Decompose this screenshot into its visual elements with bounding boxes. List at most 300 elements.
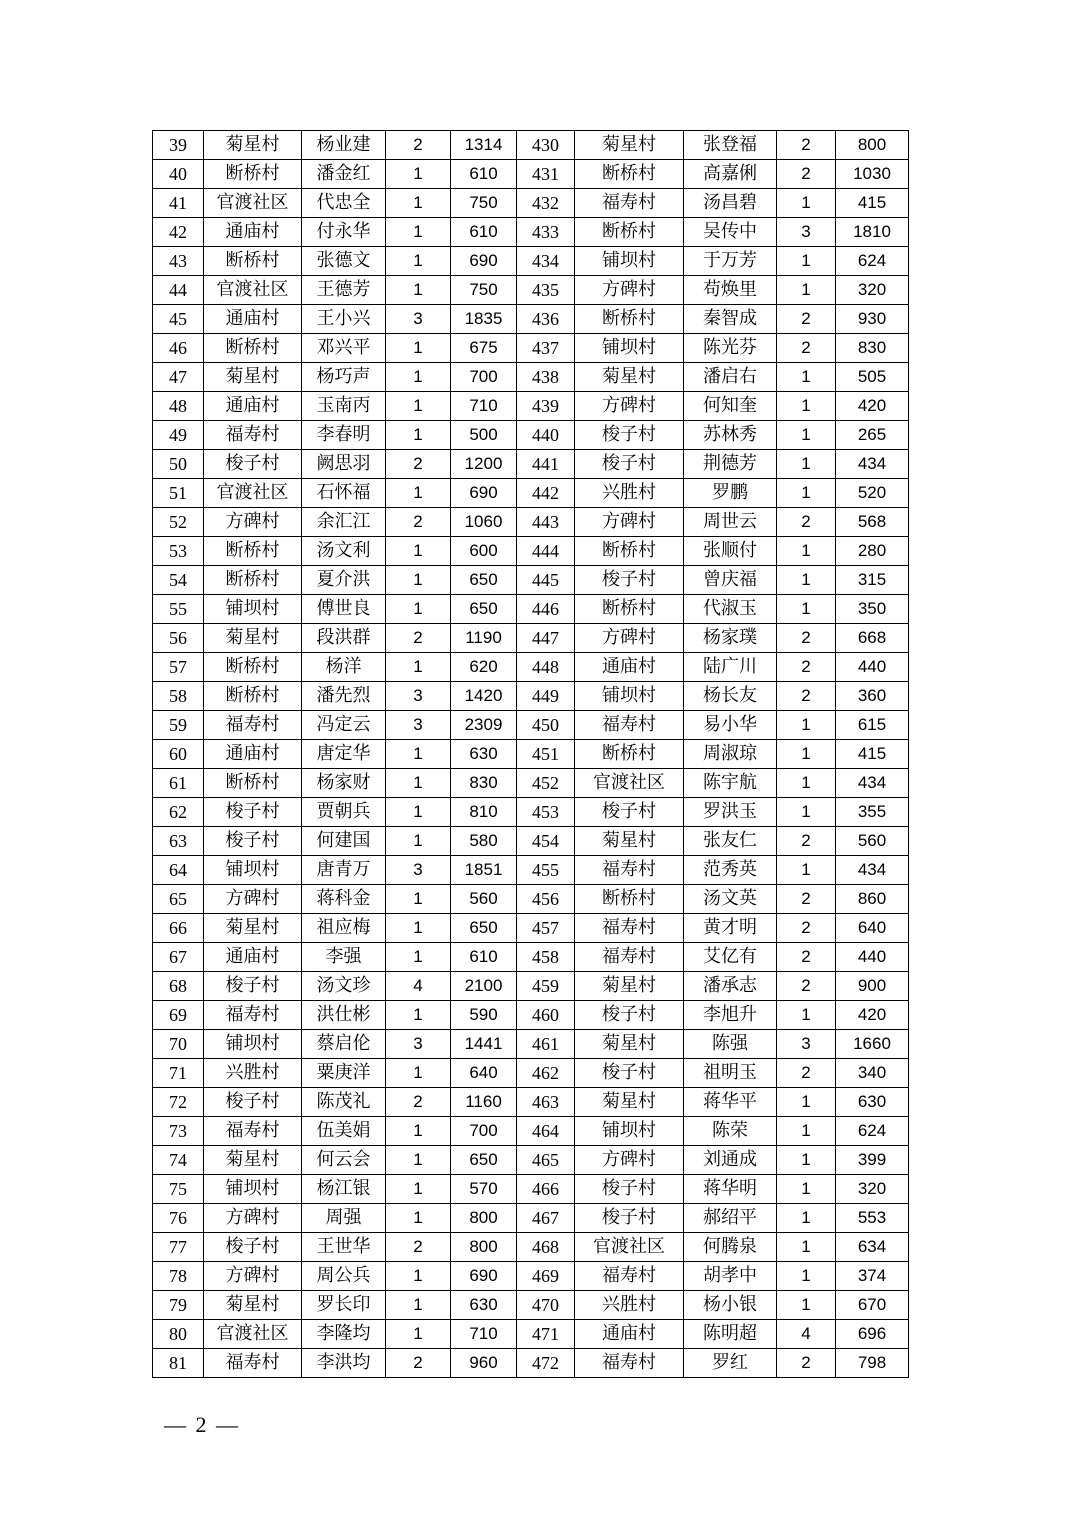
left-household-size-cell: 1	[386, 276, 451, 305]
right-household-size-cell: 1	[777, 566, 836, 595]
right-household-size-cell: 2	[777, 914, 836, 943]
right-amount-cell: 860	[836, 885, 909, 914]
left-household-size-cell: 1	[386, 740, 451, 769]
table-row	[153, 450, 909, 479]
left-name-cell: 罗长印	[302, 1291, 386, 1320]
left-amount-cell: 1160	[451, 1088, 517, 1117]
right-serial-number-cell: 464	[517, 1117, 575, 1146]
left-name-cell: 粟庚洋	[302, 1059, 386, 1088]
left-amount-cell: 650	[451, 1146, 517, 1175]
right-name-cell: 于万芳	[684, 247, 777, 276]
left-name-cell: 蔡启伦	[302, 1030, 386, 1059]
left-serial-number-cell: 46	[153, 334, 204, 363]
right-village-cell: 断桥村	[575, 160, 684, 189]
right-amount-cell: 668	[836, 624, 909, 653]
table-row	[153, 682, 909, 711]
right-serial-number-cell: 437	[517, 334, 575, 363]
right-serial-number-cell: 459	[517, 972, 575, 1001]
right-name-cell: 何腾泉	[684, 1233, 777, 1262]
right-amount-cell: 900	[836, 972, 909, 1001]
left-name-cell: 张德文	[302, 247, 386, 276]
table-row	[153, 1117, 909, 1146]
left-name-cell: 杨家财	[302, 769, 386, 798]
right-serial-number-cell: 469	[517, 1262, 575, 1291]
right-amount-cell: 350	[836, 595, 909, 624]
left-amount-cell: 650	[451, 566, 517, 595]
right-serial-number-cell: 438	[517, 363, 575, 392]
right-name-cell: 李旭升	[684, 1001, 777, 1030]
left-household-size-cell: 1	[386, 363, 451, 392]
right-village-cell: 福寿村	[575, 711, 684, 740]
right-village-cell: 方碑村	[575, 1146, 684, 1175]
left-name-cell: 邓兴平	[302, 334, 386, 363]
right-village-cell: 梭子村	[575, 1001, 684, 1030]
left-serial-number-cell: 62	[153, 798, 204, 827]
right-serial-number-cell: 432	[517, 189, 575, 218]
right-amount-cell: 830	[836, 334, 909, 363]
right-village-cell: 福寿村	[575, 189, 684, 218]
right-name-cell: 荆德芳	[684, 450, 777, 479]
left-village-cell: 梭子村	[204, 1088, 302, 1117]
left-village-cell: 断桥村	[204, 334, 302, 363]
right-name-cell: 郝绍平	[684, 1204, 777, 1233]
left-village-cell: 方碑村	[204, 508, 302, 537]
left-amount-cell: 830	[451, 769, 517, 798]
right-household-size-cell: 4	[777, 1320, 836, 1349]
right-serial-number-cell: 468	[517, 1233, 575, 1262]
left-serial-number-cell: 41	[153, 189, 204, 218]
left-name-cell: 杨江银	[302, 1175, 386, 1204]
left-serial-number-cell: 40	[153, 160, 204, 189]
table-row	[153, 276, 909, 305]
right-amount-cell: 624	[836, 247, 909, 276]
right-village-cell: 断桥村	[575, 885, 684, 914]
table-row	[153, 160, 909, 189]
left-village-cell: 梭子村	[204, 450, 302, 479]
left-village-cell: 官渡社区	[204, 189, 302, 218]
right-village-cell: 梭子村	[575, 421, 684, 450]
left-name-cell: 玉南丙	[302, 392, 386, 421]
right-serial-number-cell: 434	[517, 247, 575, 276]
left-amount-cell: 700	[451, 363, 517, 392]
right-household-size-cell: 3	[777, 1030, 836, 1059]
right-village-cell: 断桥村	[575, 740, 684, 769]
right-serial-number-cell: 449	[517, 682, 575, 711]
left-amount-cell: 690	[451, 247, 517, 276]
left-amount-cell: 675	[451, 334, 517, 363]
left-name-cell: 阙思羽	[302, 450, 386, 479]
right-household-size-cell: 2	[777, 682, 836, 711]
table-row	[153, 131, 909, 160]
right-name-cell: 曾庆福	[684, 566, 777, 595]
left-household-size-cell: 1	[386, 537, 451, 566]
right-household-size-cell: 2	[777, 827, 836, 856]
left-name-cell: 潘先烈	[302, 682, 386, 711]
left-household-size-cell: 1	[386, 247, 451, 276]
left-name-cell: 王德芳	[302, 276, 386, 305]
right-name-cell: 陈光芬	[684, 334, 777, 363]
left-household-size-cell: 1	[386, 566, 451, 595]
left-name-cell: 周公兵	[302, 1262, 386, 1291]
left-household-size-cell: 3	[386, 305, 451, 334]
left-serial-number-cell: 78	[153, 1262, 204, 1291]
right-village-cell: 铺坝村	[575, 334, 684, 363]
table-row	[153, 769, 909, 798]
left-household-size-cell: 1	[386, 943, 451, 972]
right-name-cell: 苏林秀	[684, 421, 777, 450]
left-village-cell: 福寿村	[204, 421, 302, 450]
right-amount-cell: 399	[836, 1146, 909, 1175]
table-body	[153, 131, 909, 1378]
left-serial-number-cell: 81	[153, 1349, 204, 1378]
right-name-cell: 刘通成	[684, 1146, 777, 1175]
left-serial-number-cell: 76	[153, 1204, 204, 1233]
right-village-cell: 方碑村	[575, 276, 684, 305]
left-serial-number-cell: 66	[153, 914, 204, 943]
right-village-cell: 断桥村	[575, 218, 684, 247]
table-row	[153, 1088, 909, 1117]
table-row	[153, 1320, 909, 1349]
left-village-cell: 方碑村	[204, 885, 302, 914]
left-amount-cell: 600	[451, 537, 517, 566]
left-name-cell: 付永华	[302, 218, 386, 247]
left-serial-number-cell: 77	[153, 1233, 204, 1262]
right-serial-number-cell: 462	[517, 1059, 575, 1088]
left-village-cell: 铺坝村	[204, 856, 302, 885]
right-name-cell: 罗鹏	[684, 479, 777, 508]
left-name-cell: 代忠全	[302, 189, 386, 218]
right-serial-number-cell: 430	[517, 131, 575, 160]
right-village-cell: 通庙村	[575, 1320, 684, 1349]
left-amount-cell: 580	[451, 827, 517, 856]
table-row	[153, 624, 909, 653]
right-name-cell: 潘启右	[684, 363, 777, 392]
right-amount-cell: 670	[836, 1291, 909, 1320]
left-amount-cell: 640	[451, 1059, 517, 1088]
left-serial-number-cell: 64	[153, 856, 204, 885]
right-amount-cell: 520	[836, 479, 909, 508]
left-serial-number-cell: 69	[153, 1001, 204, 1030]
right-household-size-cell: 1	[777, 1204, 836, 1233]
right-name-cell: 陈明超	[684, 1320, 777, 1349]
right-household-size-cell: 1	[777, 856, 836, 885]
left-household-size-cell: 1	[386, 392, 451, 421]
left-household-size-cell: 2	[386, 508, 451, 537]
right-amount-cell: 415	[836, 740, 909, 769]
left-household-size-cell: 1	[386, 885, 451, 914]
right-village-cell: 菊星村	[575, 363, 684, 392]
left-household-size-cell: 1	[386, 1001, 451, 1030]
left-village-cell: 菊星村	[204, 363, 302, 392]
table-row	[153, 827, 909, 856]
left-household-size-cell: 2	[386, 1349, 451, 1378]
left-household-size-cell: 4	[386, 972, 451, 1001]
table-row	[153, 595, 909, 624]
right-name-cell: 陈强	[684, 1030, 777, 1059]
table-row	[153, 1001, 909, 1030]
left-amount-cell: 610	[451, 160, 517, 189]
right-name-cell: 黄才明	[684, 914, 777, 943]
left-household-size-cell: 1	[386, 1320, 451, 1349]
right-village-cell: 铺坝村	[575, 1117, 684, 1146]
left-amount-cell: 1835	[451, 305, 517, 334]
right-serial-number-cell: 463	[517, 1088, 575, 1117]
right-amount-cell: 1030	[836, 160, 909, 189]
right-amount-cell: 568	[836, 508, 909, 537]
right-amount-cell: 930	[836, 305, 909, 334]
right-household-size-cell: 1	[777, 421, 836, 450]
right-serial-number-cell: 445	[517, 566, 575, 595]
right-household-size-cell: 3	[777, 218, 836, 247]
left-name-cell: 段洪群	[302, 624, 386, 653]
right-serial-number-cell: 443	[517, 508, 575, 537]
left-household-size-cell: 2	[386, 1088, 451, 1117]
left-name-cell: 夏介洪	[302, 566, 386, 595]
left-village-cell: 福寿村	[204, 711, 302, 740]
right-household-size-cell: 2	[777, 1059, 836, 1088]
right-name-cell: 高嘉俐	[684, 160, 777, 189]
left-village-cell: 梭子村	[204, 972, 302, 1001]
left-household-size-cell: 1	[386, 1146, 451, 1175]
left-village-cell: 通庙村	[204, 392, 302, 421]
left-amount-cell: 630	[451, 1291, 517, 1320]
left-village-cell: 菊星村	[204, 914, 302, 943]
table-row	[153, 421, 909, 450]
right-name-cell: 罗洪玉	[684, 798, 777, 827]
right-village-cell: 铺坝村	[575, 682, 684, 711]
table-row	[153, 653, 909, 682]
left-amount-cell: 590	[451, 1001, 517, 1030]
right-serial-number-cell: 431	[517, 160, 575, 189]
table-row	[153, 1030, 909, 1059]
left-name-cell: 唐定华	[302, 740, 386, 769]
right-name-cell: 蒋华平	[684, 1088, 777, 1117]
table-row	[153, 972, 909, 1001]
left-amount-cell: 570	[451, 1175, 517, 1204]
right-household-size-cell: 1	[777, 798, 836, 827]
left-name-cell: 冯定云	[302, 711, 386, 740]
right-household-size-cell: 2	[777, 885, 836, 914]
right-village-cell: 梭子村	[575, 450, 684, 479]
table-row	[153, 914, 909, 943]
right-village-cell: 梭子村	[575, 1059, 684, 1088]
right-household-size-cell: 1	[777, 1001, 836, 1030]
right-amount-cell: 315	[836, 566, 909, 595]
left-serial-number-cell: 75	[153, 1175, 204, 1204]
right-village-cell: 断桥村	[575, 305, 684, 334]
left-amount-cell: 650	[451, 595, 517, 624]
right-serial-number-cell: 442	[517, 479, 575, 508]
right-amount-cell: 415	[836, 189, 909, 218]
right-name-cell: 罗红	[684, 1349, 777, 1378]
left-name-cell: 周强	[302, 1204, 386, 1233]
table-row	[153, 1175, 909, 1204]
table-row	[153, 856, 909, 885]
left-village-cell: 梭子村	[204, 798, 302, 827]
right-household-size-cell: 1	[777, 1233, 836, 1262]
left-serial-number-cell: 49	[153, 421, 204, 450]
left-serial-number-cell: 60	[153, 740, 204, 769]
left-serial-number-cell: 65	[153, 885, 204, 914]
left-household-size-cell: 1	[386, 421, 451, 450]
left-serial-number-cell: 54	[153, 566, 204, 595]
left-amount-cell: 700	[451, 1117, 517, 1146]
right-household-size-cell: 2	[777, 1349, 836, 1378]
left-village-cell: 兴胜村	[204, 1059, 302, 1088]
table-row	[153, 392, 909, 421]
left-serial-number-cell: 71	[153, 1059, 204, 1088]
right-name-cell: 蒋华明	[684, 1175, 777, 1204]
right-village-cell: 梭子村	[575, 566, 684, 595]
left-serial-number-cell: 57	[153, 653, 204, 682]
right-serial-number-cell: 436	[517, 305, 575, 334]
left-name-cell: 杨洋	[302, 653, 386, 682]
right-village-cell: 福寿村	[575, 1262, 684, 1291]
right-amount-cell: 374	[836, 1262, 909, 1291]
left-name-cell: 汤文珍	[302, 972, 386, 1001]
table-row	[153, 363, 909, 392]
left-serial-number-cell: 45	[153, 305, 204, 334]
left-household-size-cell: 1	[386, 1262, 451, 1291]
right-amount-cell: 340	[836, 1059, 909, 1088]
right-name-cell: 杨长友	[684, 682, 777, 711]
right-household-size-cell: 1	[777, 769, 836, 798]
right-name-cell: 张友仁	[684, 827, 777, 856]
right-village-cell: 梭子村	[575, 798, 684, 827]
right-name-cell: 吴传中	[684, 218, 777, 247]
right-village-cell: 方碑村	[575, 624, 684, 653]
left-amount-cell: 710	[451, 1320, 517, 1349]
right-serial-number-cell: 465	[517, 1146, 575, 1175]
right-amount-cell: 560	[836, 827, 909, 856]
right-serial-number-cell: 440	[517, 421, 575, 450]
left-household-size-cell: 1	[386, 218, 451, 247]
left-amount-cell: 800	[451, 1233, 517, 1262]
left-serial-number-cell: 55	[153, 595, 204, 624]
left-amount-cell: 620	[451, 653, 517, 682]
left-name-cell: 石怀福	[302, 479, 386, 508]
right-amount-cell: 696	[836, 1320, 909, 1349]
right-serial-number-cell: 455	[517, 856, 575, 885]
right-serial-number-cell: 470	[517, 1291, 575, 1320]
left-village-cell: 菊星村	[204, 131, 302, 160]
right-village-cell: 断桥村	[575, 595, 684, 624]
right-village-cell: 铺坝村	[575, 247, 684, 276]
left-household-size-cell: 2	[386, 1233, 451, 1262]
left-serial-number-cell: 58	[153, 682, 204, 711]
right-amount-cell: 624	[836, 1117, 909, 1146]
right-name-cell: 汤文英	[684, 885, 777, 914]
right-village-cell: 断桥村	[575, 537, 684, 566]
left-household-size-cell: 1	[386, 189, 451, 218]
left-village-cell: 方碑村	[204, 1204, 302, 1233]
right-serial-number-cell: 441	[517, 450, 575, 479]
right-serial-number-cell: 467	[517, 1204, 575, 1233]
left-amount-cell: 960	[451, 1349, 517, 1378]
left-household-size-cell: 1	[386, 1204, 451, 1233]
table-row	[153, 798, 909, 827]
left-household-size-cell: 1	[386, 653, 451, 682]
right-household-size-cell: 1	[777, 1088, 836, 1117]
left-amount-cell: 610	[451, 218, 517, 247]
left-village-cell: 官渡社区	[204, 479, 302, 508]
right-name-cell: 张顺付	[684, 537, 777, 566]
left-name-cell: 汤文利	[302, 537, 386, 566]
right-village-cell: 方碑村	[575, 392, 684, 421]
right-amount-cell: 360	[836, 682, 909, 711]
table-row	[153, 1204, 909, 1233]
left-household-size-cell: 1	[386, 827, 451, 856]
left-serial-number-cell: 51	[153, 479, 204, 508]
right-village-cell: 梭子村	[575, 1204, 684, 1233]
left-serial-number-cell: 44	[153, 276, 204, 305]
left-name-cell: 杨巧声	[302, 363, 386, 392]
left-name-cell: 祖应梅	[302, 914, 386, 943]
left-village-cell: 断桥村	[204, 682, 302, 711]
right-household-size-cell: 1	[777, 1262, 836, 1291]
right-name-cell: 陆广川	[684, 653, 777, 682]
left-village-cell: 断桥村	[204, 769, 302, 798]
left-amount-cell: 1190	[451, 624, 517, 653]
left-household-size-cell: 1	[386, 1175, 451, 1204]
left-village-cell: 福寿村	[204, 1001, 302, 1030]
table-row	[153, 479, 909, 508]
right-household-size-cell: 1	[777, 450, 836, 479]
table-row	[153, 1233, 909, 1262]
page-number: — 2 —	[164, 1412, 240, 1437]
table-row	[153, 218, 909, 247]
left-serial-number-cell: 79	[153, 1291, 204, 1320]
left-village-cell: 菊星村	[204, 1291, 302, 1320]
left-village-cell: 方碑村	[204, 1262, 302, 1291]
table-row	[153, 566, 909, 595]
left-amount-cell: 1314	[451, 131, 517, 160]
left-household-size-cell: 1	[386, 160, 451, 189]
left-household-size-cell: 2	[386, 131, 451, 160]
right-village-cell: 通庙村	[575, 653, 684, 682]
left-village-cell: 断桥村	[204, 537, 302, 566]
right-name-cell: 胡孝中	[684, 1262, 777, 1291]
right-household-size-cell: 1	[777, 1146, 836, 1175]
right-name-cell: 周世云	[684, 508, 777, 537]
left-household-size-cell: 1	[386, 914, 451, 943]
left-name-cell: 陈茂礼	[302, 1088, 386, 1117]
right-amount-cell: 505	[836, 363, 909, 392]
right-village-cell: 福寿村	[575, 1349, 684, 1378]
right-serial-number-cell: 466	[517, 1175, 575, 1204]
left-amount-cell: 2309	[451, 711, 517, 740]
table-row	[153, 189, 909, 218]
table-row	[153, 711, 909, 740]
left-amount-cell: 560	[451, 885, 517, 914]
right-name-cell: 周淑琼	[684, 740, 777, 769]
left-name-cell: 李强	[302, 943, 386, 972]
right-amount-cell: 265	[836, 421, 909, 450]
right-name-cell: 何知奎	[684, 392, 777, 421]
left-village-cell: 福寿村	[204, 1349, 302, 1378]
left-household-size-cell: 1	[386, 798, 451, 827]
right-amount-cell: 634	[836, 1233, 909, 1262]
right-village-cell: 福寿村	[575, 856, 684, 885]
left-household-size-cell: 3	[386, 711, 451, 740]
right-amount-cell: 553	[836, 1204, 909, 1233]
left-name-cell: 潘金红	[302, 160, 386, 189]
right-serial-number-cell: 456	[517, 885, 575, 914]
left-amount-cell: 500	[451, 421, 517, 450]
table-row	[153, 1059, 909, 1088]
right-serial-number-cell: 447	[517, 624, 575, 653]
right-amount-cell: 280	[836, 537, 909, 566]
